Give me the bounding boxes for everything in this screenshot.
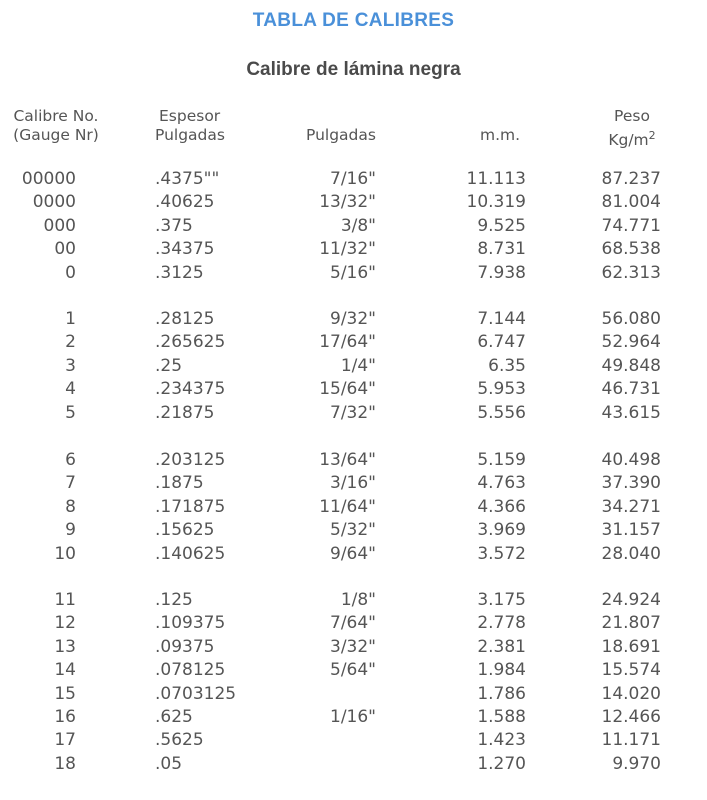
inches-decimal-cell: .21875 [155, 402, 215, 423]
gauge-cell: 0 [65, 262, 76, 283]
mm-cell: 10.319 [466, 192, 526, 213]
inches-fraction-cell: 5/64" [330, 660, 376, 681]
mm-cell: 2.381 [477, 636, 526, 657]
table-row [0, 262, 707, 285]
inches-fraction-cell: 11/32" [319, 239, 376, 260]
table-row [0, 215, 707, 238]
mm-cell: 5.159 [477, 450, 526, 470]
inches-decimal-cell: .15625 [155, 520, 215, 541]
header-peso-line1: Peso [614, 107, 650, 125]
mm-cell: 5.953 [477, 379, 526, 400]
mm-cell: 11.113 [466, 169, 526, 189]
weight-cell: 74.771 [601, 215, 661, 236]
weight-cell: 12.466 [601, 707, 661, 727]
table-row [0, 706, 707, 729]
mm-cell: 1.270 [477, 753, 526, 774]
gauge-cell: 7 [65, 473, 76, 494]
inches-decimal-cell: .3125 [155, 262, 204, 283]
table-row [0, 355, 707, 378]
inches-decimal-cell: .109375 [155, 613, 226, 634]
table-row [0, 729, 707, 752]
inches-decimal-cell: .5625 [155, 730, 204, 751]
gauge-cell: 18 [54, 753, 76, 774]
header-peso [604, 107, 660, 150]
mm-cell: 4.366 [477, 496, 526, 517]
weight-cell: 62.313 [601, 262, 661, 283]
gauge-cell: 16 [54, 707, 76, 727]
header-peso-line2 [604, 126, 660, 150]
mm-cell: 1.786 [477, 683, 526, 704]
table-row [0, 472, 707, 495]
inches-fraction-cell: 1/8" [340, 590, 376, 610]
table-row [0, 496, 707, 519]
inches-fraction-cell: 7/16" [330, 169, 376, 189]
weight-cell: 40.498 [601, 450, 661, 470]
header-calibre-line2: (Gauge Nr) [13, 126, 99, 144]
header-espesor [155, 107, 225, 145]
weight-cell: 31.157 [601, 520, 661, 541]
table-row [0, 308, 707, 331]
header-espesor-line1: Espesor [159, 107, 221, 125]
inches-decimal-cell: .265625 [155, 332, 226, 353]
inches-decimal-cell: .09375 [155, 636, 215, 657]
inches-fraction-cell: 3/32" [330, 636, 376, 657]
inches-decimal-cell: .28125 [155, 309, 215, 329]
weight-cell: 24.924 [601, 590, 661, 610]
mm-cell: 3.969 [477, 520, 526, 541]
gauge-cell: 00000 [21, 169, 76, 189]
table-row [0, 636, 707, 659]
gauge-cell: 15 [54, 683, 76, 704]
inches-decimal-cell: .625 [155, 707, 193, 727]
gauge-cell: 4 [65, 379, 76, 400]
mm-cell: 2.778 [477, 613, 526, 634]
gauge-cell: 10 [54, 543, 76, 564]
weight-cell: 81.004 [601, 192, 661, 213]
inches-fraction-cell: 11/64" [319, 496, 376, 517]
inches-fraction-cell: 9/64" [330, 543, 376, 564]
table-row [0, 753, 707, 776]
inches-fraction-cell: 3/16" [330, 473, 376, 494]
gauge-cell: 17 [54, 730, 76, 751]
inches-decimal-cell: .375 [155, 215, 193, 236]
table-row [0, 543, 707, 566]
gauge-cell: 9 [65, 520, 76, 541]
inches-decimal-cell: .171875 [155, 496, 226, 517]
mm-cell: 1.588 [477, 707, 526, 727]
weight-cell: 9.970 [612, 753, 661, 774]
inches-fraction-cell: 13/32" [319, 192, 376, 213]
weight-cell: 52.964 [601, 332, 661, 353]
gauge-cell: 11 [54, 590, 76, 610]
weight-cell: 11.171 [601, 730, 661, 751]
mm-cell: 8.731 [477, 239, 526, 260]
gauge-cell: 8 [65, 496, 76, 517]
weight-cell: 46.731 [601, 379, 661, 400]
inches-decimal-cell: .1875 [155, 473, 204, 494]
header-pulgadas: Pulgadas [306, 126, 376, 144]
inches-fraction-cell: 13/64" [319, 450, 376, 470]
page-subtitle: Calibre de lámina negra [246, 59, 461, 80]
inches-decimal-cell: .25 [155, 355, 183, 376]
inches-fraction-cell: 7/32" [330, 402, 376, 423]
table-row [0, 683, 707, 706]
weight-cell: 56.080 [601, 309, 661, 329]
inches-decimal-cell: .078125 [155, 660, 226, 681]
table-row [0, 449, 707, 472]
gauge-cell: 2 [65, 332, 76, 353]
mm-cell: 7.144 [477, 309, 526, 329]
inches-fraction-cell: 1/4" [340, 355, 376, 376]
inches-fraction-cell: 17/64" [319, 332, 376, 353]
table-row [0, 168, 707, 191]
gauge-cell: 00 [54, 239, 76, 260]
gauge-cell: 14 [54, 660, 76, 681]
gauge-cell: 5 [65, 402, 76, 423]
header-mm: m.m. [480, 126, 521, 144]
table-row [0, 238, 707, 261]
header-espesor-line2: Pulgadas [155, 126, 225, 144]
mm-cell: 3.572 [477, 543, 526, 564]
mm-cell: 4.763 [477, 473, 526, 494]
weight-cell: 68.538 [601, 239, 661, 260]
header-peso-unit: Kg/m [608, 131, 649, 149]
mm-cell: 7.938 [477, 262, 526, 283]
inches-fraction-cell: 5/32" [330, 520, 376, 541]
table-row [0, 589, 707, 612]
inches-decimal-cell: .05 [155, 753, 183, 774]
gauge-cell: 1 [65, 309, 76, 329]
weight-cell: 34.271 [601, 496, 661, 517]
weight-cell: 14.020 [601, 683, 661, 704]
inches-decimal-cell: .234375 [155, 379, 226, 400]
inches-fraction-cell: 3/8" [340, 215, 376, 236]
inches-decimal-cell: .40625 [155, 192, 215, 213]
table-row [0, 191, 707, 214]
weight-cell: 15.574 [601, 660, 661, 681]
gauge-cell: 000 [43, 215, 76, 236]
mm-cell: 6.747 [477, 332, 526, 353]
table-row [0, 378, 707, 401]
table-row [0, 402, 707, 425]
gauge-cell: 0000 [32, 192, 76, 213]
gauge-cell: 6 [65, 450, 76, 470]
inches-fraction-cell: 9/32" [330, 309, 376, 329]
table-row [0, 331, 707, 354]
header-peso-exponent: 2 [648, 129, 656, 142]
weight-cell: 87.237 [601, 169, 661, 189]
header-calibre-line1: Calibre No. [13, 107, 99, 125]
mm-cell: 5.556 [477, 402, 526, 423]
inches-fraction-cell: 1/16" [330, 707, 376, 727]
table-row [0, 659, 707, 682]
mm-cell: 9.525 [477, 215, 526, 236]
weight-cell: 28.040 [601, 543, 661, 564]
inches-fraction-cell: 7/64" [330, 613, 376, 634]
gauge-cell: 13 [54, 636, 76, 657]
table-row [0, 612, 707, 635]
mm-cell: 3.175 [477, 590, 526, 610]
inches-decimal-cell: .0703125 [155, 683, 237, 704]
weight-cell: 21.807 [601, 613, 661, 634]
inches-decimal-cell: .4375"" [155, 169, 220, 189]
gauge-cell: 12 [54, 613, 76, 634]
weight-cell: 18.691 [601, 636, 661, 657]
weight-cell: 43.615 [601, 402, 661, 423]
gauge-cell: 3 [65, 355, 76, 376]
mm-cell: 6.35 [488, 355, 526, 376]
inches-fraction-cell: 5/16" [330, 262, 376, 283]
inches-decimal-cell: .203125 [155, 450, 226, 470]
inches-decimal-cell: .125 [155, 590, 193, 610]
mm-cell: 1.423 [477, 730, 526, 751]
weight-cell: 37.390 [601, 473, 661, 494]
header-calibre [12, 107, 100, 145]
inches-decimal-cell: .140625 [155, 543, 226, 564]
inches-decimal-cell: .34375 [155, 239, 215, 260]
table-row [0, 519, 707, 542]
page-title: TABLA DE CALIBRES [252, 10, 455, 31]
inches-fraction-cell: 15/64" [319, 379, 376, 400]
mm-cell: 1.984 [477, 660, 526, 681]
weight-cell: 49.848 [601, 355, 661, 376]
